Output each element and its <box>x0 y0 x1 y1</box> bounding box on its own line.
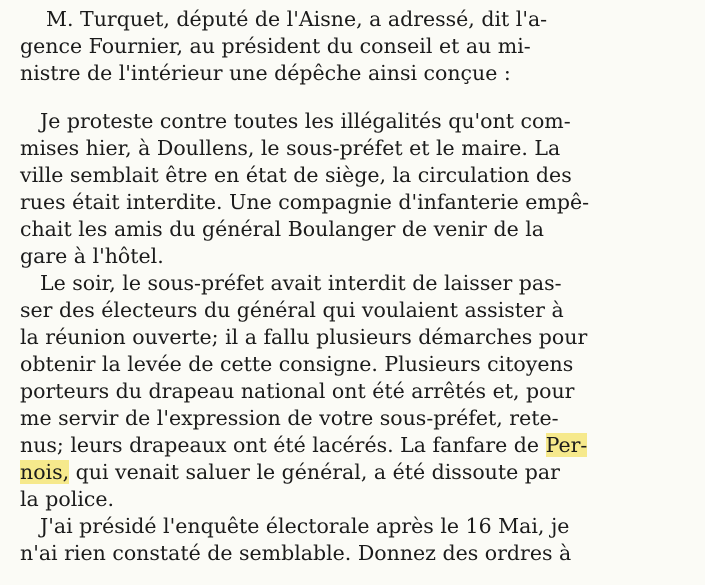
text-line <box>20 189 697 215</box>
line-text: Le soir, le sous-préfet avait interdit de laisser pas- <box>40 271 562 295</box>
text-line <box>20 378 697 404</box>
line-text: chait les amis du général Boulanger de venir de la <box>20 217 544 241</box>
text-line <box>20 60 697 86</box>
line-text: rues était interdite. Une compagnie d'infanterie empê- <box>20 190 590 214</box>
text-line <box>40 270 697 296</box>
line-text: nistre de l'intérieur une dépêche ainsi conçue : <box>20 61 511 85</box>
highlighted-word: nois, <box>20 460 70 484</box>
line-text: M. Turquet, député de l'Aisne, a adressé, dit l'a- <box>46 7 548 31</box>
text-line <box>40 513 697 539</box>
line-text: ser des électeurs du général qui voulaient assister à <box>20 298 564 322</box>
line-text: porteurs du drapeau national ont été arrêtés et, pour <box>20 379 575 403</box>
line-text: nus; leurs drapeaux ont été lacérés. La fanfare de <box>20 433 546 457</box>
line-text: ville semblait être en état de siège, la circulation des <box>20 163 572 187</box>
text-line <box>20 432 697 458</box>
text-line <box>46 6 697 32</box>
text-line <box>20 216 697 242</box>
text-line <box>20 486 697 512</box>
line-text: n'ai rien constaté de semblable. Donnez des ordres à <box>20 541 572 565</box>
line-text: la police. <box>20 487 115 511</box>
text-line <box>20 540 697 566</box>
text-line <box>20 405 697 431</box>
text-line <box>20 324 697 350</box>
line-text: mises hier, à Doullens, le sous-préfet et le maire. La <box>20 136 561 160</box>
text-line <box>20 243 697 269</box>
line-text: gare à l'hôtel. <box>20 244 164 268</box>
line-text: Je proteste contre toutes les illégalités qu'ont com- <box>40 109 571 133</box>
highlighted-word: Per- <box>545 433 588 457</box>
text-line <box>20 459 697 485</box>
text-line <box>40 108 697 134</box>
line-text: J'ai présidé l'enquête électorale après le 16 Mai, je <box>40 514 570 538</box>
line-text: gence Fournier, au président du conseil et au mi- <box>20 34 531 58</box>
text-line <box>20 297 697 323</box>
text-line <box>20 33 697 59</box>
line-text: la réunion ouverte; il a fallu plusieurs démarches pour <box>20 325 588 349</box>
line-text: qui venait saluer le général, a été dissoute par <box>69 460 560 484</box>
line-text: obtenir la levée de cette consigne. Plusieurs citoyens <box>20 352 574 376</box>
text-line <box>20 135 697 161</box>
line-text: me servir de l'expression de votre sous-préfet, rete- <box>20 406 559 430</box>
text-line <box>20 351 697 377</box>
text-line <box>20 162 697 188</box>
